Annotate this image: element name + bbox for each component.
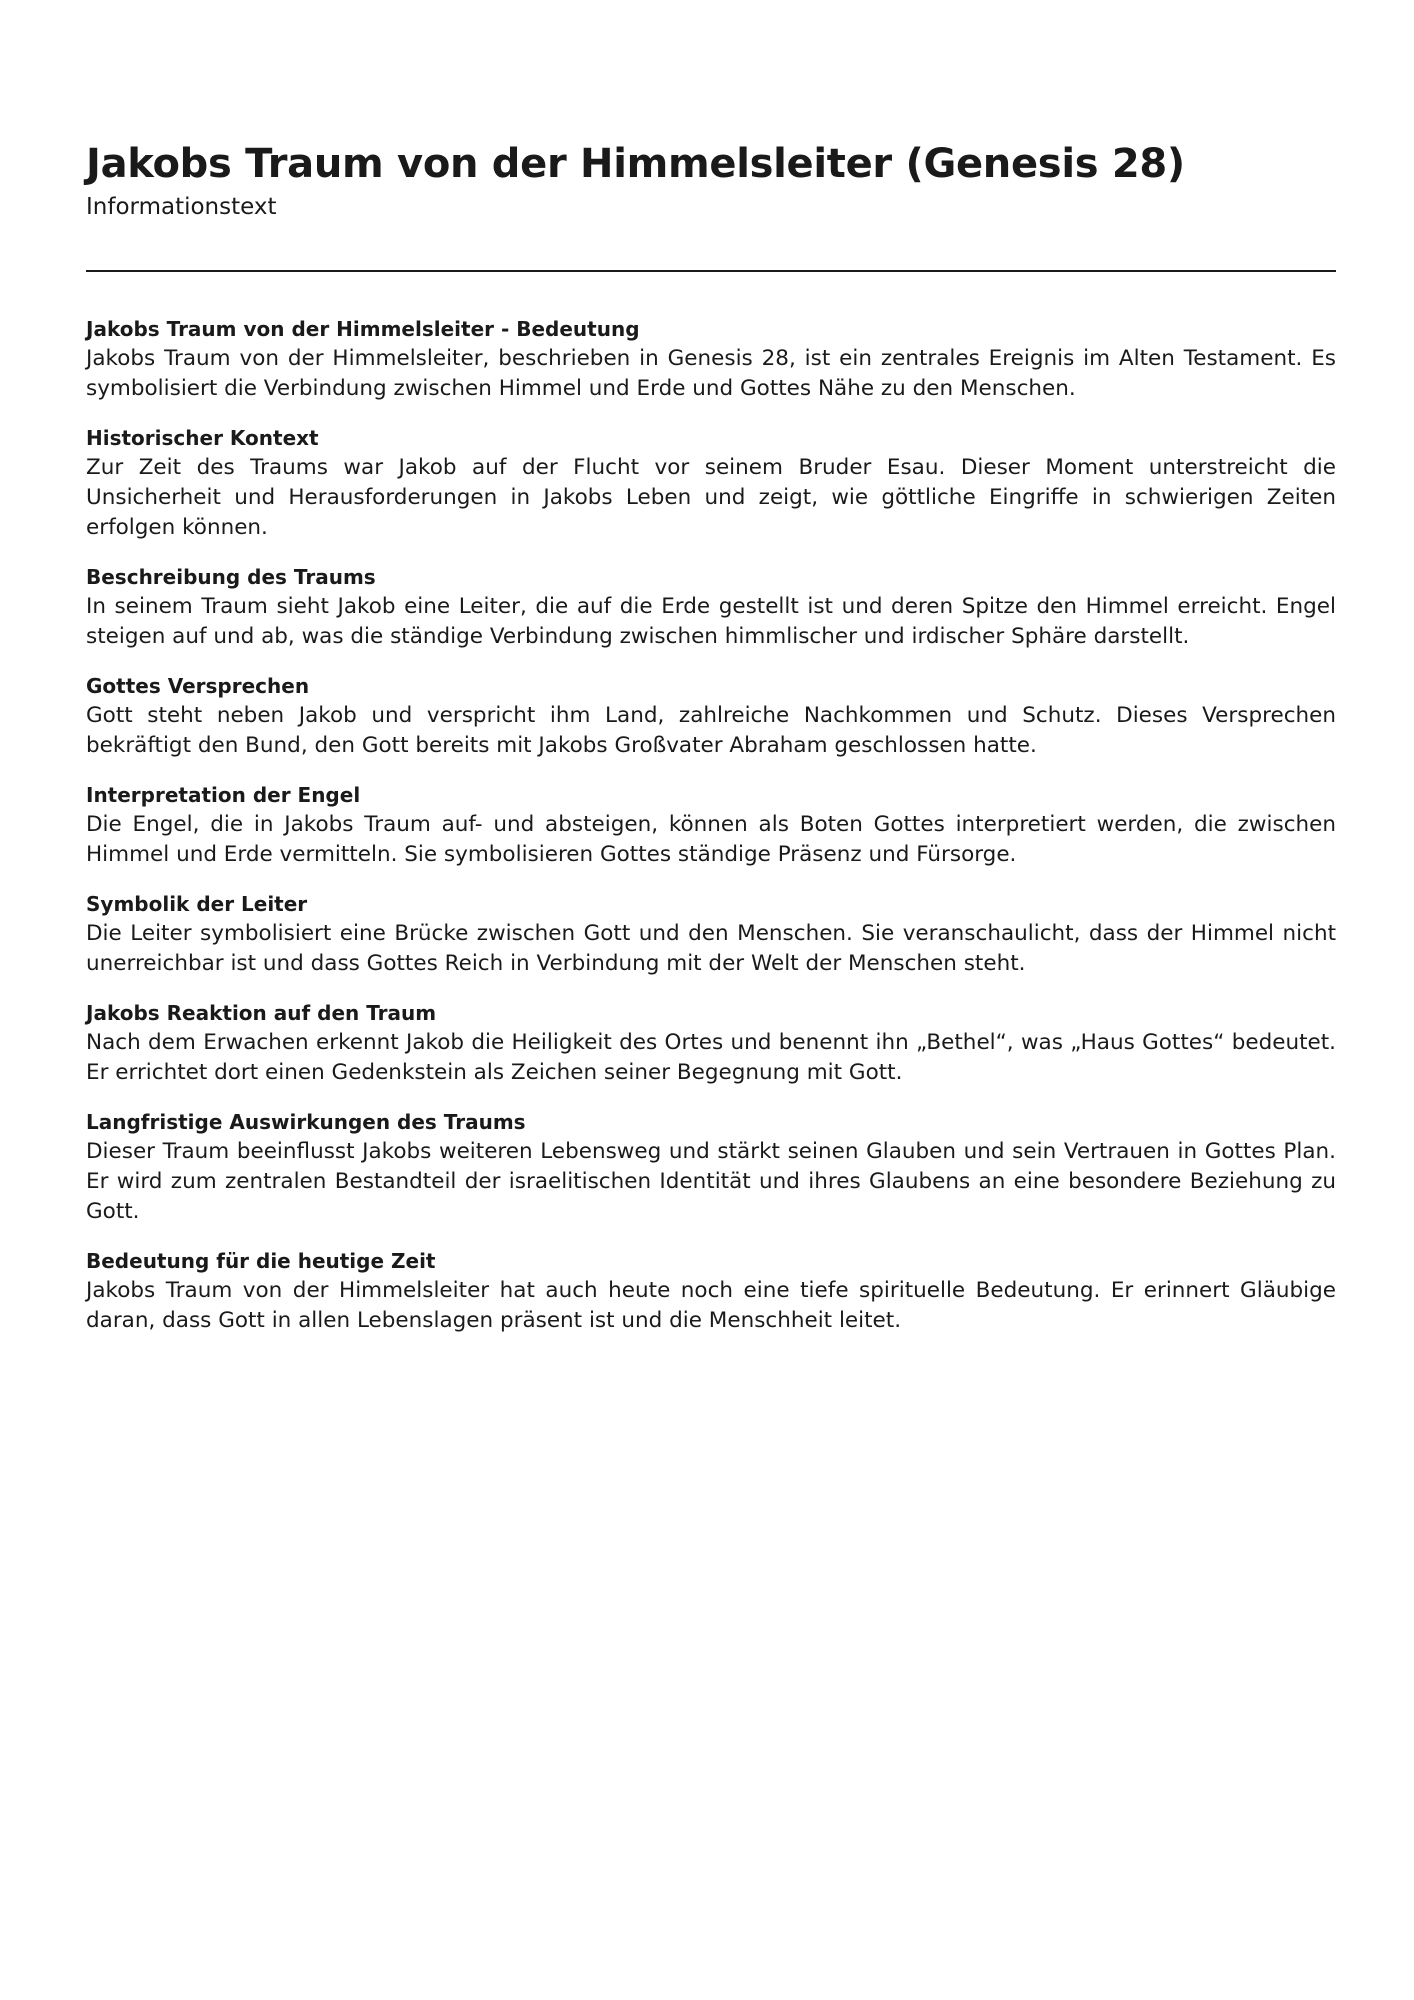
- section-body: Die Engel, die in Jakobs Traum auf- und absteigen, können als Boten Gottes interpretiert werden, die zwischen Himmel und Erde vermitteln. Sie symbolisieren Gottes ständige Präsenz und Fürsorge.: [86, 812, 1336, 867]
- section-interpretation-engel: [86, 780, 1336, 870]
- section-bedeutung: [86, 314, 1336, 404]
- sections-container: [86, 314, 1336, 1336]
- section-heading: Symbolik der Leiter: [86, 892, 308, 916]
- section-heading: Jakobs Reaktion auf den Traum: [86, 1001, 437, 1025]
- section-heading: Bedeutung für die heutige Zeit: [86, 1249, 436, 1273]
- section-body: Gott steht neben Jakob und verspricht ihm Land, zahlreiche Nachkommen und Schutz. Dieses Versprechen bekräftigt den Bund, den Gott bereits mit Jakobs Großvater Abraham geschlossen hatte.: [86, 703, 1336, 758]
- section-body: Die Leiter symbolisiert eine Brücke zwischen Gott und den Menschen. Sie veranschaulicht, dass der Himmel nicht unerreichbar ist und dass Gottes Reich in Verbindung mit der Welt der Menschen steht.: [86, 921, 1336, 976]
- section-body: Nach dem Erwachen erkennt Jakob die Heiligkeit des Ortes und benennt ihn „Bethel“, was „Haus Gottes“ bedeutet. Er errichtet dort einen Gedenkstein als Zeichen seiner Begegnung mit Gott.: [86, 1030, 1336, 1085]
- document-subtitle: Informationstext: [86, 194, 277, 220]
- section-heutige-zeit: [86, 1246, 1336, 1336]
- title-divider: [86, 270, 1336, 272]
- section-historischer-kontext: [86, 423, 1336, 543]
- section-auswirkungen: [86, 1107, 1336, 1227]
- section-heading: Jakobs Traum von der Himmelsleiter - Bedeutung: [86, 317, 640, 341]
- section-reaktion: [86, 998, 1336, 1088]
- section-body: In seinem Traum sieht Jakob eine Leiter, die auf die Erde gestellt ist und deren Spitze den Himmel erreicht. Engel steigen auf und ab, was die ständige Verbindung zwischen himmlischer und irdischer Sphäre darstellt.: [86, 594, 1336, 649]
- section-body: Dieser Traum beeinflusst Jakobs weiteren Lebensweg und stärkt seinen Glauben und sein Vertrauen in Gottes Plan. Er wird zum zentralen Bestandteil der israelitischen Identität und ihres Glaubens an eine besondere Beziehung zu Gott.: [86, 1139, 1336, 1224]
- section-body: Jakobs Traum von der Himmelsleiter, beschrieben in Genesis 28, ist ein zentrales Ereignis im Alten Testament. Es symbolisiert die Verbindung zwischen Himmel und Erde und Gottes Nähe zu den Menschen.: [86, 346, 1336, 401]
- document-title: Jakobs Traum von der Himmelsleiter (Genesis 28): [86, 141, 1185, 187]
- section-heading: Beschreibung des Traums: [86, 565, 376, 589]
- section-heading: Interpretation der Engel: [86, 783, 361, 807]
- section-body: Zur Zeit des Traums war Jakob auf der Flucht vor seinem Bruder Esau. Dieser Moment unterstreicht die Unsicherheit und Herausforderungen in Jakobs Leben und zeigt, wie göttliche Eingriffe in schwierigen Zeiten erfolgen können.: [86, 455, 1336, 540]
- section-beschreibung: [86, 562, 1336, 652]
- section-body: Jakobs Traum von der Himmelsleiter hat auch heute noch eine tiefe spirituelle Bedeutung. Er erinnert Gläubige daran, dass Gott in allen Lebenslagen präsent ist und die Menschheit leitet.: [86, 1278, 1336, 1333]
- document-page: [86, 138, 1336, 1355]
- section-heading: Historischer Kontext: [86, 426, 319, 450]
- section-gottes-versprechen: [86, 671, 1336, 761]
- section-symbolik-leiter: [86, 889, 1336, 979]
- section-heading: Gottes Versprechen: [86, 674, 310, 698]
- section-heading: Langfristige Auswirkungen des Traums: [86, 1110, 526, 1134]
